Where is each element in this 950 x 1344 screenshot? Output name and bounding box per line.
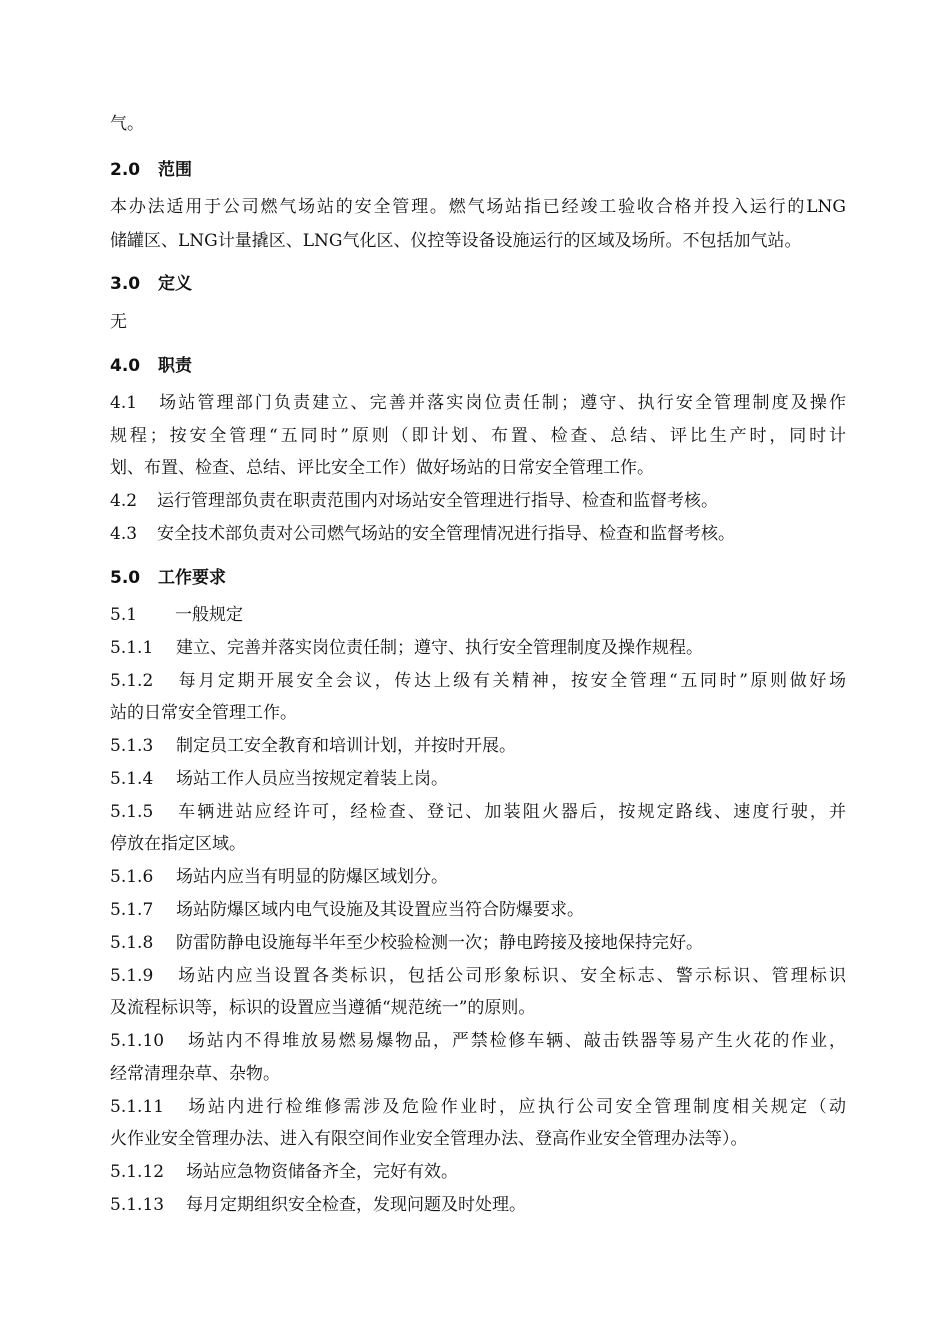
clause-5-1-9-cont: 及流程标识等，标识的设置应当遵循“规范统一”的原则。	[110, 998, 536, 1018]
clause-5-1-9	[110, 964, 846, 988]
clause-5-1-6	[110, 865, 448, 889]
scope-paragraph-line: 本办法适用于公司燃气场站的安全管理。燃气场站指已经竣工验收合格并投入运行的LNG	[110, 197, 846, 217]
clause-text: 建立、完善并落实岗位责任制；遵守、执行安全管理制度及操作规程。	[176, 638, 703, 658]
section-heading-responsibilities	[110, 354, 192, 378]
section-heading-work-requirements	[110, 566, 226, 590]
section-title: 范围	[158, 160, 192, 180]
clause-text: 场站应急物资储备齐全，完好有效。	[186, 1162, 458, 1182]
section-number: 2.0	[110, 160, 141, 180]
clause-number: 5.1.2	[110, 671, 154, 691]
section-number: 4.0	[110, 356, 141, 376]
clause-5-1-12	[110, 1160, 458, 1184]
clause-5-1-3	[110, 734, 516, 758]
section-title: 工作要求	[158, 568, 226, 588]
clause-text: 场站内应当设置各类标识，包括公司形象标识、安全标志、警示标识、管理标识	[176, 966, 846, 986]
clause-5-1-11-cont: 火作业安全管理办法、进入有限空间作业安全管理办法、登高作业安全管理办法等）。	[110, 1129, 748, 1149]
clause-text: 车辆进站应经许可，经检查、登记、加装阻火器后，按规定路线、速度行驶，并	[176, 802, 846, 822]
section-title: 职责	[158, 356, 192, 376]
section-number: 3.0	[110, 274, 141, 294]
scope-paragraph-line: 储罐区、LNG计量撬区、LNG气化区、仪控等设备设施运行的区域及场所。不包括加气站。	[110, 231, 802, 251]
clause-number: 5.1	[110, 605, 138, 625]
clause-text: 每月定期开展安全会议，传达上级有关精神，按安全管理“五同时”原则做好场	[176, 671, 846, 691]
clause-5-1-11	[110, 1095, 846, 1119]
clause-4-1	[110, 391, 846, 415]
clause-number: 5.1.13	[110, 1195, 165, 1215]
clause-5-1-4	[110, 767, 448, 791]
clause-4-2	[110, 489, 718, 513]
clause-text: 安全技术部负责对公司燃气场站的安全管理情况进行指导、检查和监督考核。	[157, 524, 735, 544]
clause-number: 5.1.11	[110, 1097, 165, 1117]
clause-4-1-cont: 规程；按安全管理“五同时”原则（即计划、布置、检查、总结、评比生产时，同时计	[110, 426, 846, 446]
clause-5-1-10-cont: 经常清理杂草、杂物。	[110, 1064, 280, 1084]
clause-5-1-10	[110, 1029, 846, 1053]
clause-number: 5.1.3	[110, 736, 154, 756]
section-heading-definitions	[110, 272, 192, 296]
clause-text: 运行管理部负责在职责范围内对场站安全管理进行指导、检查和监督考核。	[157, 491, 718, 511]
definitions-paragraph: 无	[110, 312, 127, 332]
clause-text: 制定员工安全教育和培训计划，并按时开展。	[176, 736, 516, 756]
paragraph-continuation: 气。	[110, 114, 144, 134]
clause-5-1-5	[110, 800, 846, 824]
clause-text: 场站工作人员应当按规定着装上岗。	[176, 769, 448, 789]
clause-5-1-13	[110, 1193, 526, 1217]
clause-number: 5.1.8	[110, 933, 154, 953]
clause-4-1-cont: 划、布置、检查、总结、评比安全工作）做好场站的日常安全管理工作。	[110, 458, 654, 478]
clause-number: 5.1.12	[110, 1162, 165, 1182]
clause-number: 4.1	[110, 393, 138, 413]
clause-5-1	[110, 603, 243, 627]
clause-text: 场站管理部门负责建立、完善并落实岗位责任制；遵守、执行安全管理制度及操作	[157, 393, 846, 413]
clause-5-1-7	[110, 898, 584, 922]
clause-5-1-2-cont: 站的日常安全管理工作。	[110, 703, 297, 723]
clause-5-1-2	[110, 669, 846, 693]
clause-text: 防雷防静电设施每半年至少校验检测一次；静电跨接及接地保持完好。	[176, 933, 703, 953]
clause-4-3	[110, 522, 735, 546]
clause-number: 5.1.5	[110, 802, 154, 822]
clause-number: 5.1.1	[110, 638, 154, 658]
clause-text: 场站内应当有明显的防爆区域划分。	[176, 867, 448, 887]
section-number: 5.0	[110, 568, 141, 588]
clause-number: 5.1.6	[110, 867, 154, 887]
clause-text: 一般规定	[175, 605, 243, 625]
clause-number: 5.1.4	[110, 769, 154, 789]
clause-text: 场站内进行检维修需涉及危险作业时，应执行公司安全管理制度相关规定（动	[186, 1097, 846, 1117]
section-heading-scope	[110, 158, 192, 182]
clause-5-1-5-cont: 停放在指定区域。	[110, 834, 246, 854]
clause-text: 场站防爆区域内电气设施及其设置应当符合防爆要求。	[176, 900, 584, 920]
clause-number: 4.3	[110, 524, 138, 544]
section-title: 定义	[158, 274, 192, 294]
clause-5-1-8	[110, 931, 703, 955]
clause-text: 场站内不得堆放易燃易爆物品，严禁检修车辆、敲击铁器等易产生火花的作业，	[186, 1031, 846, 1051]
clause-5-1-1	[110, 636, 703, 660]
clause-number: 4.2	[110, 491, 138, 511]
clause-text: 每月定期组织安全检查，发现问题及时处理。	[186, 1195, 526, 1215]
clause-number: 5.1.9	[110, 966, 154, 986]
clause-number: 5.1.7	[110, 900, 154, 920]
clause-number: 5.1.10	[110, 1031, 165, 1051]
